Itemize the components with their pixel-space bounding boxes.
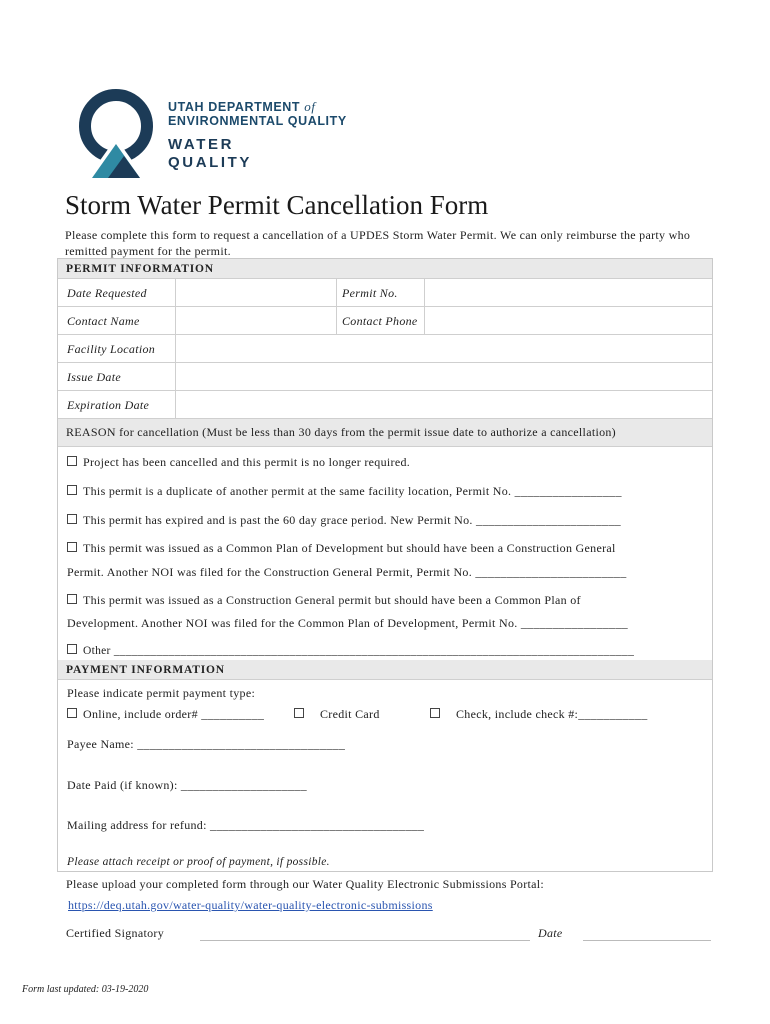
reason-option-cancelled-text: Project has been cancelled and this permit is no longer required. — [83, 455, 411, 469]
reason-option-duplicate[interactable] — [67, 484, 622, 499]
payment-check-text: Check, include check #:___________ — [456, 707, 648, 721]
logo-line2: ENVIRONMENTAL QUALITY — [168, 114, 347, 128]
checkbox-icon[interactable] — [67, 485, 77, 495]
checkbox-icon[interactable] — [67, 542, 77, 552]
checkbox-icon[interactable] — [67, 644, 77, 654]
reason-option-cgp-line2: Development. Another NOI was filed for the Common Plan of Development, Permit No. _________________ — [67, 616, 628, 630]
deq-logo-mark — [78, 86, 158, 182]
date-requested-field[interactable] — [177, 280, 334, 305]
payment-info-header: PAYMENT INFORMATION — [58, 660, 712, 679]
reason-option-expired[interactable] — [67, 513, 621, 528]
certified-signatory-label: Certified Signatory — [66, 926, 165, 940]
issue-date-field[interactable] — [177, 364, 710, 389]
checkbox-icon[interactable] — [430, 708, 440, 718]
logo-line1: UTAH DEPARTMENT — [168, 100, 301, 114]
signature-date-line[interactable] — [583, 940, 711, 941]
reason-option-other-text: Other ______________________________________________________________________________________ — [83, 645, 635, 657]
checkbox-icon[interactable] — [67, 708, 77, 718]
reason-option-cpd-line2: Permit. Another NOI was filed for the Construction General Permit, Permit No. ________________________ — [67, 565, 627, 579]
facility-location-label: Facility Location — [67, 342, 156, 356]
reason-option-duplicate-text: This permit is a duplicate of another permit at the same facility location, Permit No. _________________ — [83, 484, 622, 498]
form-updated-footer: Form last updated: 03-19-2020 — [22, 984, 149, 995]
facility-location-field[interactable] — [177, 336, 710, 361]
attach-receipt-note: Please attach receipt or proof of payment, if possible. — [67, 856, 330, 868]
submissions-portal-link[interactable]: https://deq.utah.gov/water-quality/water-quality-electronic-submissions — [68, 898, 433, 912]
reason-option-other[interactable] — [67, 644, 634, 657]
reason-option-cancelled[interactable] — [67, 455, 410, 470]
date-requested-label: Date Requested — [67, 286, 147, 300]
contact-name-field[interactable] — [177, 308, 334, 333]
form-box — [57, 258, 713, 872]
logo-line4: QUALITY — [168, 154, 253, 171]
logo-line1-of: of — [304, 99, 316, 114]
reason-option-cpd-text: This permit was issued as a Common Plan of Development but should have been a Construction General — [83, 541, 616, 555]
upload-instructions: Please upload your completed form through our Water Quality Electronic Submissions Portal: — [66, 877, 545, 891]
payment-credit-option[interactable] — [294, 707, 380, 722]
permit-info-header: PERMIT INFORMATION — [58, 259, 712, 278]
payment-online-text: Online, include order# __________ — [83, 707, 265, 721]
permit-no-label: Permit No. — [342, 286, 398, 300]
intro-text: Please complete this form to request a cancellation of a UPDES Storm Water Permit. We can only reimburse the party who remitted payment for the permit. — [65, 228, 691, 258]
contact-phone-field[interactable] — [426, 308, 710, 333]
payment-check-option[interactable] — [430, 707, 648, 722]
expiration-date-label: Expiration Date — [67, 398, 150, 412]
issue-date-label: Issue Date — [67, 370, 121, 384]
date-paid-field[interactable]: Date Paid (if known): ____________________ — [67, 778, 307, 792]
contact-phone-label: Contact Phone — [342, 314, 418, 328]
checkbox-icon[interactable] — [67, 456, 77, 466]
reason-header: REASON for cancellation (Must be less than 30 days from the permit issue date to authorize a cancellation) — [58, 418, 712, 446]
reason-option-cgp-text: This permit was issued as a Construction General permit but should have been a Common Plan of — [83, 593, 581, 607]
contact-name-label: Contact Name — [67, 314, 140, 328]
reason-option-expired-text: This permit has expired and is past the 60 day grace period. New Permit No. _______________________ — [83, 513, 621, 527]
payment-type-prompt: Please indicate permit payment type: — [67, 686, 256, 700]
permit-no-field[interactable] — [426, 280, 710, 305]
mailing-address-field[interactable]: Mailing address for refund: __________________________________ — [67, 818, 425, 832]
checkbox-icon[interactable] — [67, 594, 77, 604]
logo-line3: WATER — [168, 136, 235, 153]
payee-name-field[interactable]: Payee Name: _________________________________ — [67, 737, 346, 751]
payment-credit-text: Credit Card — [320, 707, 380, 721]
deq-logo-text — [168, 100, 347, 172]
signature-date-label: Date — [538, 926, 563, 940]
expiration-date-field[interactable] — [177, 392, 710, 417]
form-title: Storm Water Permit Cancellation Form — [65, 190, 489, 220]
checkbox-icon[interactable] — [67, 514, 77, 524]
checkbox-icon[interactable] — [294, 708, 304, 718]
payment-online-option[interactable] — [67, 707, 264, 722]
reason-option-cgp[interactable] — [67, 593, 581, 608]
signature-line[interactable] — [200, 940, 530, 941]
reason-option-cpd[interactable] — [67, 541, 616, 556]
